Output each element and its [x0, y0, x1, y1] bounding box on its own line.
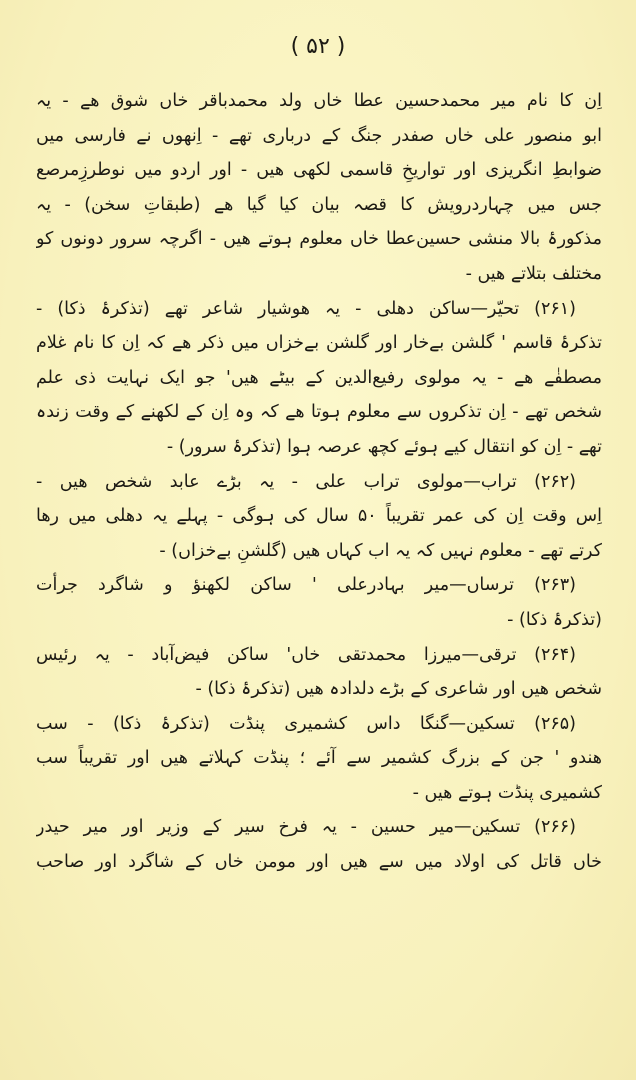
text-line: اِن کا نام میر محمدحسین عطا خاں ولد محمدباقر خاں شوق ھے - یہ	[36, 91, 602, 111]
text-line: شخص تھے - اِن تذکروں سے معلوم ہوتا ھے کہ وہ اِن کے لکھنے کے وقت زندہ	[36, 402, 602, 423]
text-line: ھندو ' جن کے بزرگ کشمیر سے آئے ؛ پنڈت کہلاتے ھیں اور تقریباً سب	[36, 748, 602, 769]
text-line: مصطفٰے ھے - یہ مولوی رفیع‌الدین کے بیٹے ھیں' جو ایک نہایت ذی علم	[36, 367, 602, 388]
text-line: ضوابطِ انگریزی اور تواریخِ قاسمی لکھی ھیں - اور اردو میں نوطرزِمرصع	[36, 160, 602, 181]
entry-start-line: (۲۶۲) تراب—مولوی تراب علی - یہ بڑے عابد شخص ھیں -	[36, 471, 576, 492]
text-line: مختلف بتلاتے ھیں -	[465, 263, 602, 284]
text-line: خاں قاتل کی اولاد میں سے ھیں اور مومن خاں کے شاگرد اور صاحب	[36, 852, 602, 873]
body-text	[36, 84, 602, 880]
text-line: اِس وقت اِن کی عمر تقریباً ۵۰ سال کی ہوگی - پہلے یہ دھلی میں رھا	[36, 506, 602, 527]
text-line: کشمیری پنڈت ہوتے ھیں -	[412, 782, 602, 803]
text-line: شخص ھیں اور شاعری کے بڑے دلدادہ ھیں (تذکرۂ ذکا) -	[195, 679, 602, 700]
page-number: ( ۵۲ )	[290, 34, 346, 59]
entry-start-line: (۲۶۴) ترقی—میرزا محمدتقی خاں' ساکن فیض‌آباد - یہ رئیس	[36, 644, 576, 665]
text-line: کرتے تھے - معلوم نہیں کہ یہ اب کہاں ھیں (گلشنِ بےخزاں) -	[159, 540, 602, 561]
text-line: ابو منصور علی خاں صفدر جنگ کے درباری تھے - اِنھوں نے فارسی میں	[36, 125, 602, 146]
entry-start-line: (۲۶۶) تسکین—میر حسین - یہ فرخ سیر کے وزیر اور میر حیدر	[36, 817, 576, 838]
text-line: (تذکرۂ ذکا) -	[507, 609, 602, 630]
entry-start-line: (۲۶۳) ترساں—میر بہادرعلی ' ساکن لکھنؤ و شاگرد جرأت	[36, 575, 576, 596]
text-line: جس میں چہاردرویش کا قصہ بیان کیا گیا ھے (طبقاتِ سخن) - یہ	[36, 194, 602, 215]
text-line: مذکورۂ بالا منشی حسین‌عطا خاں معلوم ہوتے ھیں - اگرچہ سرور دونوں کو	[36, 229, 602, 250]
entry-start-line: (۲۶۵) تسکین—گنگا داس کشمیری پنڈت (تذکرۂ ذکا) - سب	[36, 713, 576, 734]
text-line: تھے - اِن کو انتقال کیے ہوئے کچھ عرصہ ہوا (تذکرۂ سرور) -	[166, 436, 602, 457]
entry-start-line: (۲۶۱) تحیّر—ساکن دھلی - یہ ھوشیار شاعر تھے (تذکرۂ ذکا) -	[36, 298, 576, 319]
text-line: تذکرۂ قاسم ' گلشن بےخار اور گلشن بےخزاں میں ذکر ھے کہ اِن کا نام غلام	[36, 333, 602, 354]
